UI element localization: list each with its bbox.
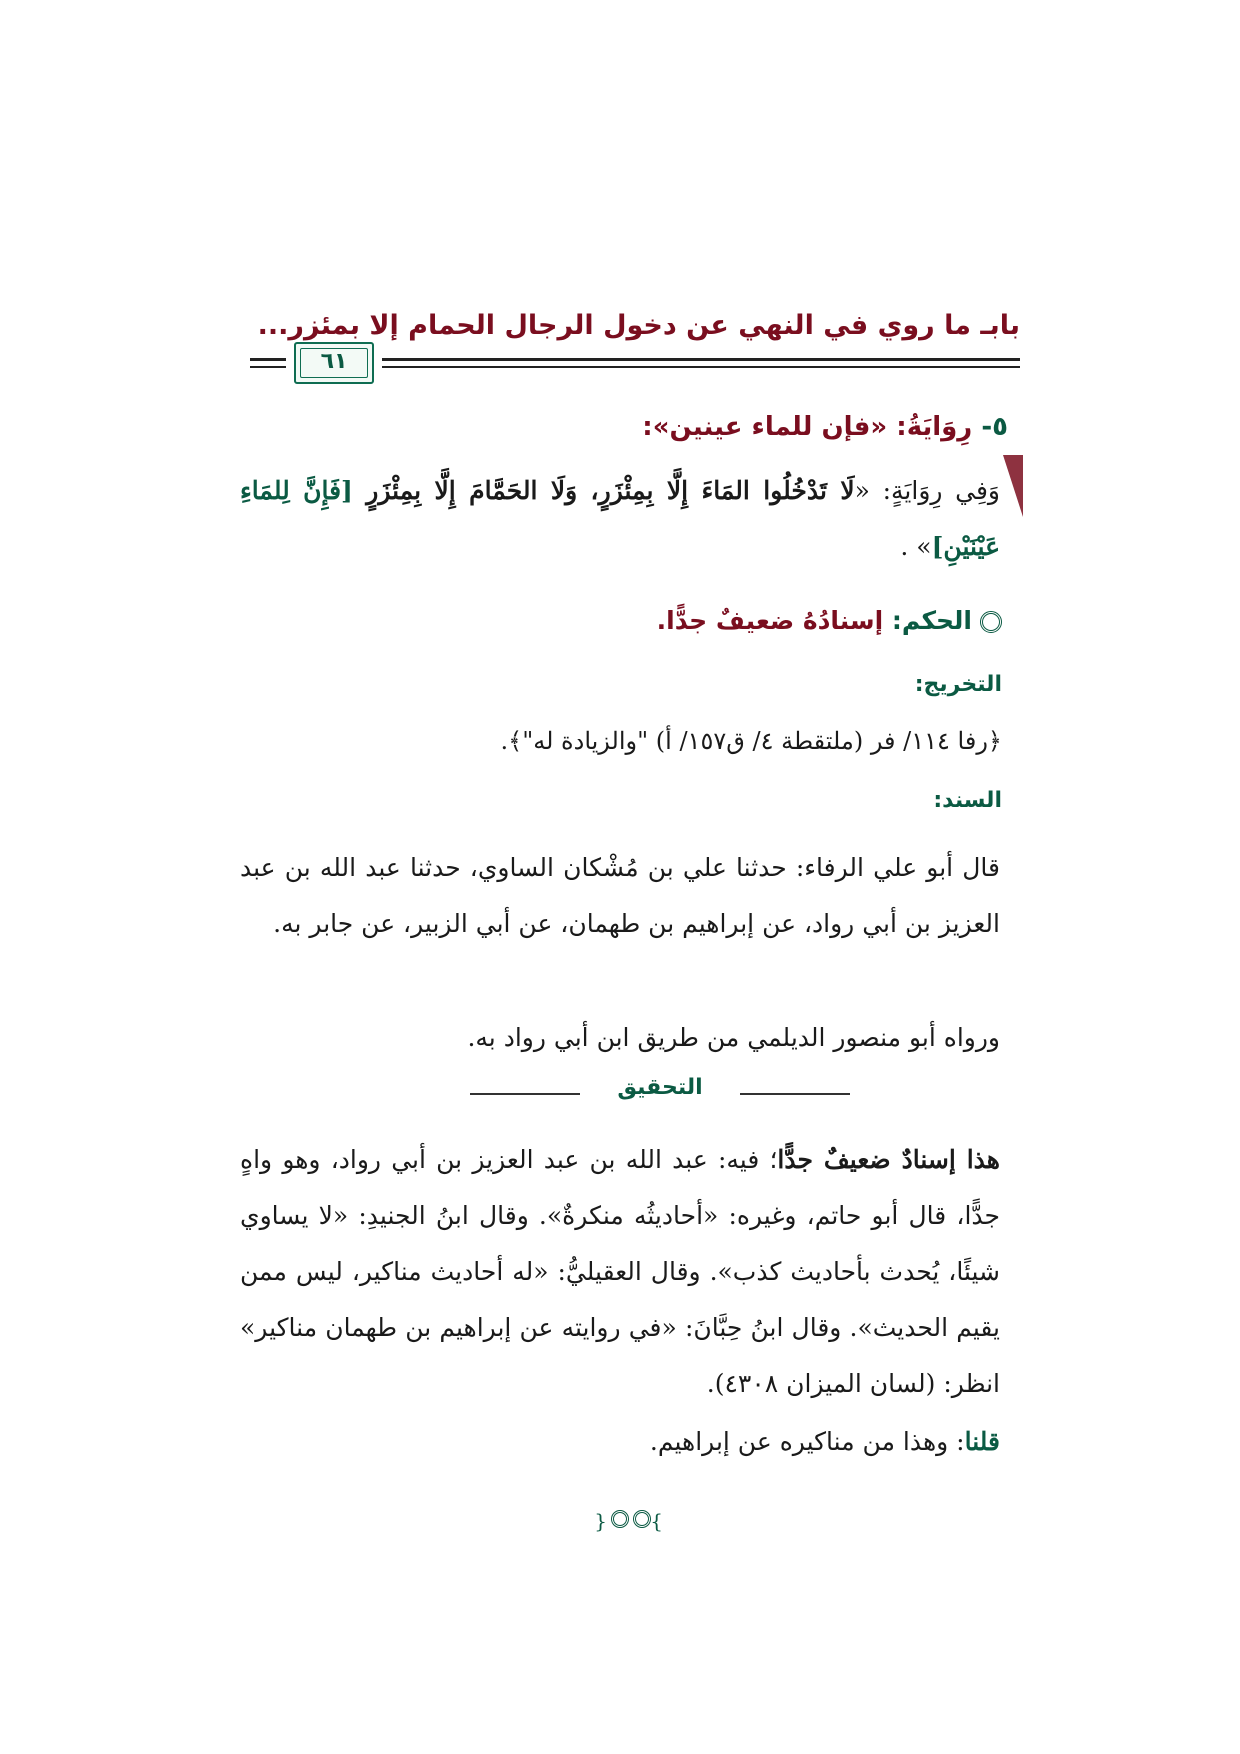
note-paragraph <box>240 1414 1000 1470</box>
ruling-value: إسنادُهُ ضعيفٌ جدًّا. <box>656 606 884 635</box>
narration-open-quote: « <box>854 476 870 505</box>
section-heading <box>642 412 1008 442</box>
sanad-paragraph: قال أبو علي الرفاء: حدثنا علي بن مُشْكان الساوي، حدثنا عبد الله بن عبد العزيز بن أبي رواد، عن إبراهيم بن طهمان، عن أبي الزبير، عن جابر به. <box>240 853 1000 938</box>
narration-intro: وَفِي رِوَايَةٍ: <box>869 476 1000 505</box>
narration-text: لَا تَدْخُلُوا المَاءَ إِلَّا بِمِئْزَرٍ، وَلَا الحَمَّامَ إِلَّا بِمِئْزَرٍ <box>352 476 855 505</box>
end-ornament-icon: }{ <box>594 1509 663 1533</box>
tahqiq-divider <box>470 1075 850 1111</box>
tahqiq-paragraph <box>240 1132 1000 1412</box>
tahqiq-lead: هذا إسنادٌ ضعيفٌ جدًّا <box>777 1145 1000 1174</box>
takhrij-label: التخريج: <box>914 672 1002 697</box>
corner-ornament-icon <box>1003 455 1023 517</box>
narration-paragraph <box>240 463 1000 575</box>
tahqiq-label: التحقيق <box>617 1075 703 1100</box>
note-label: قلنا <box>964 1427 1000 1456</box>
takhrij-reference: ﴿رفا ١١٤/ فر (ملتقطة ٤/ ق١٥٧/ أ) "والزيادة له"﴾. <box>500 727 1002 755</box>
tahqiq-body: ؛ فيه: عبد الله بن عبد العزيز بن أبي رواد، وهو واهٍ جدًّا، قال أبو حاتم، وغيره: «أحاديثُه منكرةٌ». وقال ابنُ الجنيدِ: «لا يساوي شيئًا، يُحدث بأحاديث كذب». وقال العقيليُّ: «له أحاديث مناكير، ليس ممن يقيم الحديث». وقال ابنُ حِبَّانَ: «في روايته عن إبراهيم بن طهمان مناكير» انظر: (لسان الميزان ٤٣٠٨). <box>240 1145 1000 1398</box>
sanad-label: السند: <box>933 788 1002 813</box>
header-rule <box>382 358 1020 361</box>
page-header <box>250 300 1020 390</box>
narration-close: » . <box>900 532 932 561</box>
note-text: : وهذا من مناكيره عن إبراهيم. <box>649 1427 965 1456</box>
header-rule-thin <box>382 366 1020 368</box>
section-number: ٥- <box>981 412 1008 442</box>
flower-icon <box>980 611 1002 633</box>
header-rule-left-thin <box>250 366 286 368</box>
page-number-frame <box>294 342 374 384</box>
sanad-paragraph-2: ورواه أبو منصور الديلمي من طريق ابن أبي رواد به. <box>467 1023 1000 1052</box>
ruling-line <box>657 606 1002 635</box>
page-number: ٦١ <box>320 349 348 374</box>
running-title: بابـ ما روي في النهي عن دخول الرجال الحمام إلا بمئزر... <box>257 310 1020 341</box>
header-rule-left <box>250 358 286 361</box>
section-quote: «فإن للماء عينين»: <box>642 412 888 442</box>
section-word: رِوَايَةُ: <box>896 412 973 442</box>
narration-addition: [فَإِنَّ لِلمَاءِ عَيْنَيْنِ] <box>240 476 1000 561</box>
ruling-label: الحكم: <box>883 606 972 635</box>
